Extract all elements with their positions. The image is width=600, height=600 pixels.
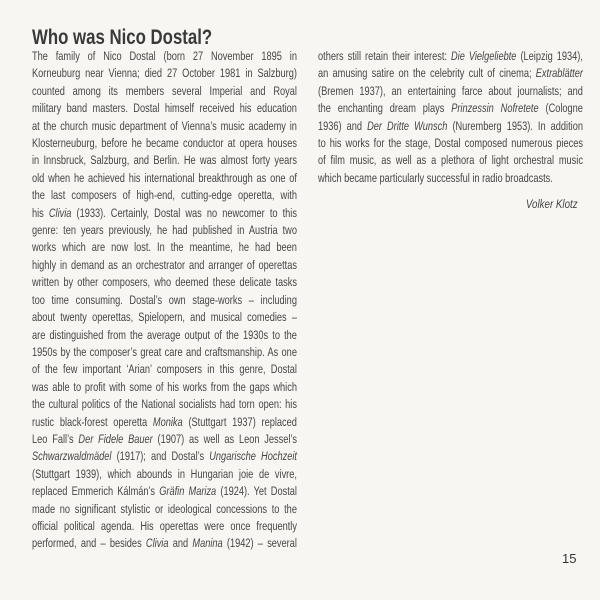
text-segment: too time consuming. Dostal’s own stage-works – including bbox=[32, 292, 297, 307]
text-segment: (Stuttgart 1939), which abounds in Hungarian joie de vivre, bbox=[32, 466, 297, 481]
text-line bbox=[32, 100, 297, 117]
text-segment: official political agenda. His operettas were once frequently bbox=[32, 518, 297, 533]
text-line bbox=[318, 83, 583, 100]
text-segment: 1936) and bbox=[318, 118, 368, 133]
text-line bbox=[32, 448, 297, 465]
text-segment: and bbox=[168, 536, 193, 551]
text-segment: his bbox=[32, 205, 49, 220]
text-segment: in Innsbruck, Salzburg, and Berlin. He was almost forty years bbox=[32, 153, 297, 168]
text-segment: highly in demand as an orchestrator and arranger of operettas bbox=[32, 257, 297, 272]
italic-title: Die Vielgeliebte bbox=[450, 49, 517, 63]
italic-title: Der Fidele Bauer bbox=[78, 431, 153, 446]
text-segment: the last composers of high-end, cutting-edge operetta, with bbox=[32, 188, 297, 203]
text-line bbox=[318, 100, 583, 117]
text-segment: works which are now lost. In the meantime, he had been bbox=[32, 240, 297, 255]
text-segment: of the few important ‘Arian’ composers in this genre, Dostal bbox=[32, 362, 297, 377]
text-segment: about twenty operettas, Spielopern, and musical comedies – bbox=[32, 310, 297, 325]
text-line bbox=[318, 152, 583, 169]
text-segment: others still retain their interest: bbox=[318, 49, 451, 63]
text-segment: (1917); and Dostal’s bbox=[111, 449, 210, 464]
text-segment: (1924). Yet Dostal bbox=[216, 484, 297, 499]
text-segment: Klosterneuburg, before he became conductor at opera houses bbox=[32, 136, 297, 151]
text-segment: (Bremen 1937), an entertaining farce about journalists; and bbox=[318, 83, 583, 98]
text-segment: (1907) as well as Leon Jessel’s bbox=[152, 431, 297, 446]
text-line bbox=[32, 239, 297, 256]
text-segment: (1942) – several bbox=[222, 536, 297, 551]
text-line bbox=[32, 518, 297, 535]
author-signature: Volker Klotz bbox=[526, 197, 578, 211]
italic-title: Clivia bbox=[145, 536, 169, 551]
text-line bbox=[32, 135, 297, 152]
text-line bbox=[32, 274, 297, 291]
text-line bbox=[32, 83, 297, 100]
text-segment: (1933). Certainly, Dostal was no newcomer to this bbox=[71, 205, 297, 220]
text-segment: military band masters. Dostal himself received his education bbox=[32, 101, 297, 116]
left-text-column bbox=[32, 48, 297, 553]
text-line bbox=[32, 205, 297, 222]
text-segment: at the church music department of Vienna’s music academy in bbox=[32, 118, 297, 133]
text-segment: Korneuburg near Vienna; died 27 October 1981 in Salzburg) bbox=[32, 66, 297, 81]
italic-title: Clivia bbox=[48, 205, 72, 220]
text-segment: 1950s by the composer’s great care and craftsmanship. As one bbox=[32, 344, 297, 359]
text-segment: genre: ten years previously, he had published in Austria two bbox=[32, 223, 297, 238]
right-text-column bbox=[318, 48, 583, 187]
text-line bbox=[32, 65, 297, 82]
text-segment: which became particularly successful in radio broadcasts. bbox=[318, 170, 553, 185]
text-line bbox=[32, 431, 297, 448]
text-line bbox=[318, 135, 583, 152]
text-line bbox=[32, 483, 297, 500]
text-segment: (Nuremberg 1953). In addition bbox=[447, 118, 583, 133]
text-segment: an amusing satire on the celebrity cult of cinema; bbox=[318, 66, 536, 81]
text-line bbox=[32, 379, 297, 396]
italic-title: Ungarische Hochzeit bbox=[209, 449, 297, 464]
text-line bbox=[32, 535, 297, 552]
text-segment: (Leipzig 1934), bbox=[516, 49, 583, 63]
text-line bbox=[32, 118, 297, 135]
text-segment: The family of Nico Dostal (born 27 November 1895 in bbox=[32, 49, 297, 63]
text-segment: of film music, as well as a plethora of light orchestral music bbox=[318, 153, 583, 168]
italic-title: Manina bbox=[192, 536, 223, 551]
text-line bbox=[318, 48, 583, 65]
text-line bbox=[32, 501, 297, 518]
text-segment: rustic black-forest operetta bbox=[32, 414, 153, 429]
text-line bbox=[32, 257, 297, 274]
text-line bbox=[32, 152, 297, 169]
text-segment: (Stuttgart 1937) replaced bbox=[182, 414, 297, 429]
text-line bbox=[32, 327, 297, 344]
text-segment: the cultural politics of the National socialists had torn open: his bbox=[32, 397, 297, 412]
text-line bbox=[318, 65, 583, 82]
text-line bbox=[32, 466, 297, 483]
page-title: Who was Nico Dostal? bbox=[32, 26, 213, 49]
text-segment: counted among its members several Imperial and Royal bbox=[32, 83, 297, 98]
text-segment: replaced Emmerich Kálmán’s bbox=[32, 484, 160, 499]
italic-title: Monika bbox=[152, 414, 183, 429]
text-segment: was able to profit with some of his works from the gaps which bbox=[32, 379, 297, 394]
italic-title: Schwarzwaldmädel bbox=[32, 449, 112, 464]
text-line bbox=[32, 396, 297, 413]
page-number: 15 bbox=[562, 551, 577, 566]
text-line bbox=[32, 414, 297, 431]
text-line bbox=[318, 170, 583, 187]
text-segment: to his works for the stage, Dostal composed numerous pieces bbox=[318, 136, 583, 151]
text-line bbox=[32, 187, 297, 204]
text-line bbox=[32, 361, 297, 378]
text-segment: written by other composers, who deemed these delicate tasks bbox=[32, 275, 297, 290]
text-segment: (Cologne bbox=[538, 101, 583, 116]
text-segment: the enchanting dream plays bbox=[318, 101, 452, 116]
text-line bbox=[32, 222, 297, 239]
italic-title: Prinzessin Nofretete bbox=[451, 101, 539, 116]
text-line bbox=[32, 344, 297, 361]
text-line bbox=[318, 118, 583, 135]
italic-title: Extrablätter bbox=[535, 66, 583, 81]
text-line bbox=[32, 309, 297, 326]
text-line bbox=[32, 292, 297, 309]
text-segment: performed, and – besides bbox=[32, 536, 146, 551]
text-segment: Leo Fall’s bbox=[32, 431, 79, 446]
text-line bbox=[32, 48, 297, 65]
text-segment: are distinguished from the average output of the 1930s to the bbox=[32, 327, 297, 342]
text-line bbox=[32, 170, 297, 187]
italic-title: Gräfin Mariza bbox=[159, 484, 217, 499]
italic-title: Der Dritte Wunsch bbox=[367, 118, 448, 133]
text-segment: old when he achieved his international breakthrough as one of bbox=[32, 170, 297, 185]
text-segment: made no significant stylistic or ideological concessions to the bbox=[32, 501, 297, 516]
